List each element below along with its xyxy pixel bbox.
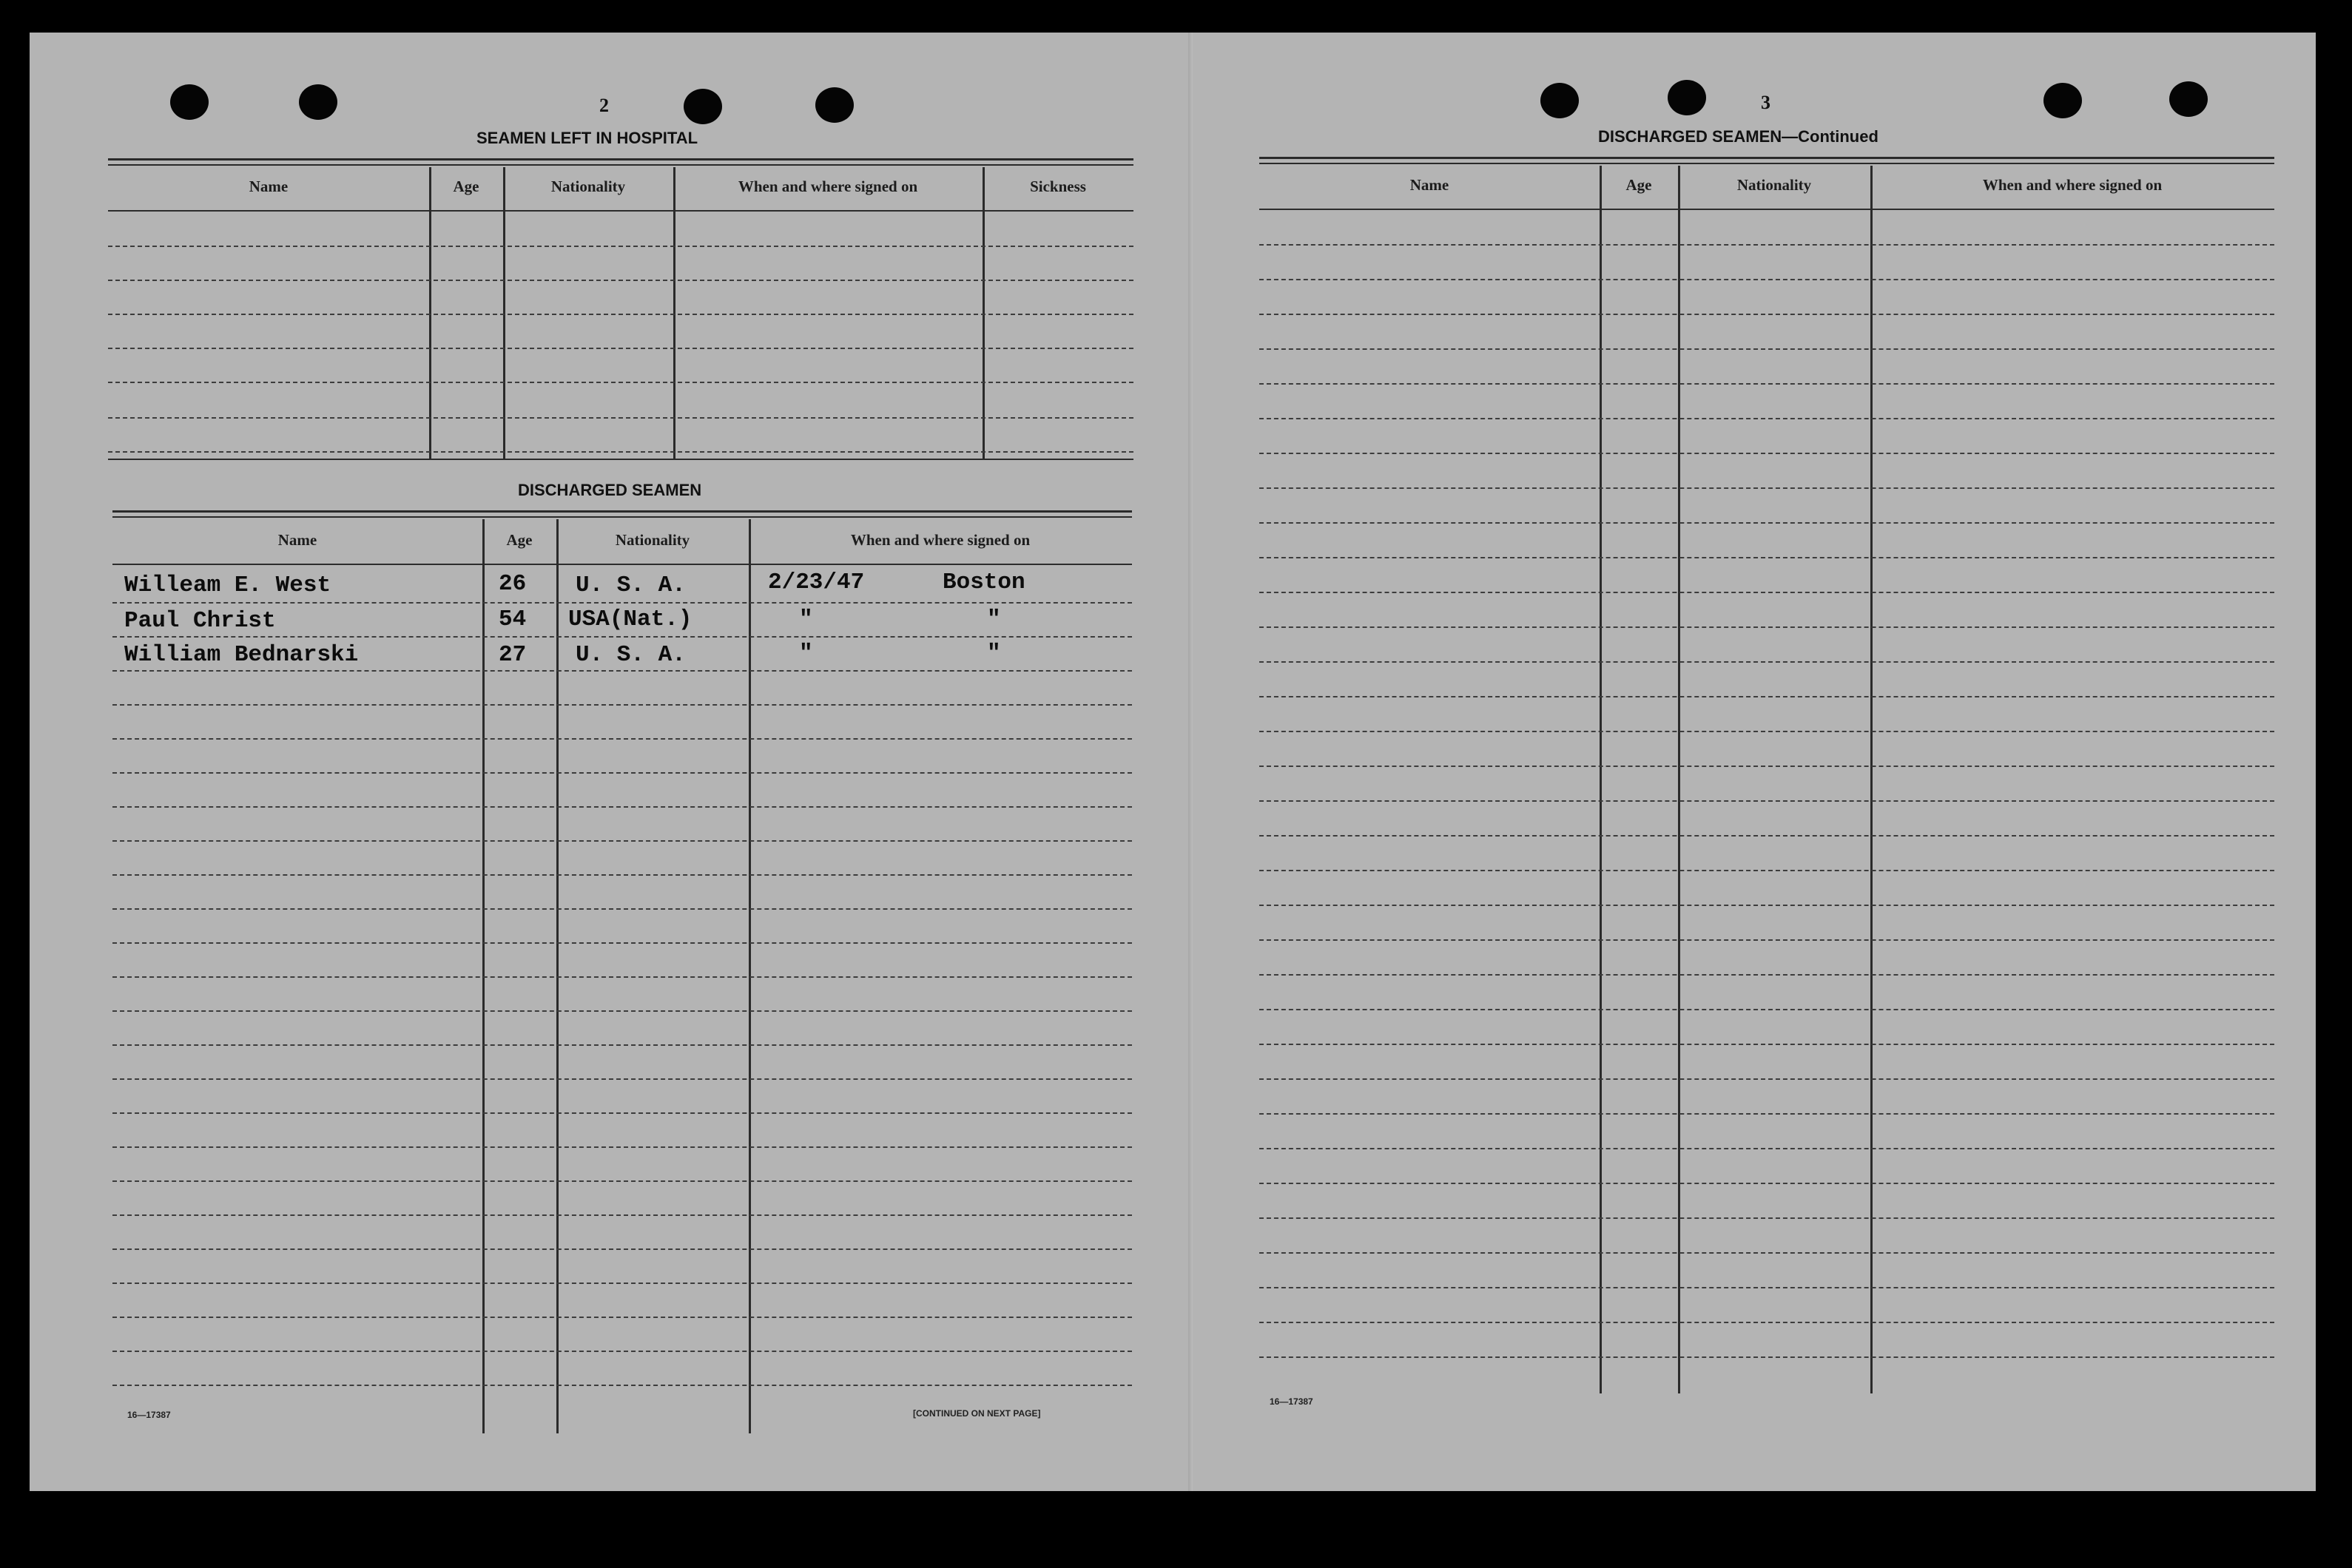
table-row-line — [112, 738, 1132, 740]
table-row-line — [1259, 1217, 2274, 1219]
form-number: 16—17387 — [1270, 1396, 1313, 1407]
table-row-line — [1259, 522, 2274, 524]
column-header-signed-on: When and where signed on — [738, 178, 918, 195]
punch-hole — [815, 87, 854, 123]
table-row-line — [1259, 766, 2274, 767]
seaman-nationality: USA(Nat.) — [568, 606, 693, 632]
table-row-line — [112, 942, 1132, 944]
table-row-line — [1259, 1322, 2274, 1323]
page-number: 2 — [599, 95, 609, 116]
table-top-rule — [112, 510, 1132, 513]
table-row-line — [1259, 453, 2274, 454]
table-row-line — [112, 704, 1132, 706]
seaman-name: Paul Christ — [124, 608, 276, 634]
table-row-line — [1259, 1183, 2274, 1184]
seaman-nationality: U. S. A. — [576, 572, 686, 598]
table-row-line — [112, 1351, 1132, 1352]
table-row-line — [1259, 939, 2274, 941]
table-row-line — [108, 348, 1133, 349]
column-header-name: Name — [249, 178, 289, 195]
table-row-line — [1259, 1148, 2274, 1149]
table-row-line — [108, 451, 1133, 453]
column-header-signed-on: When and where signed on — [1982, 176, 2163, 194]
column-header-age: Age — [453, 178, 479, 195]
table-top-rule — [1259, 163, 2274, 164]
table-row-line — [112, 1010, 1132, 1012]
table-row-line — [112, 1044, 1132, 1046]
section-title-discharged: DISCHARGED SEAMEN — [518, 481, 702, 499]
table-row-line — [1259, 279, 2274, 280]
signed-on-place: " — [987, 641, 1001, 666]
document-sheet — [30, 33, 2316, 1491]
table-row-line — [1259, 870, 2274, 871]
table-row-line — [112, 1112, 1132, 1114]
table-row-line — [112, 874, 1132, 876]
column-divider — [1600, 166, 1602, 1393]
table-row-line — [112, 670, 1132, 672]
column-header-nationality: Nationality — [550, 178, 626, 195]
seaman-name: Willeam E. West — [124, 572, 331, 598]
column-header-nationality: Nationality — [1736, 176, 1812, 194]
table-row-line — [1259, 800, 2274, 802]
form-number: 16—17387 — [127, 1410, 171, 1420]
table-row-line — [1259, 1044, 2274, 1045]
table-row-line — [112, 1385, 1132, 1386]
signed-on-place: " — [987, 606, 1001, 632]
table-row-line — [1259, 1356, 2274, 1358]
table-row-line — [112, 1180, 1132, 1182]
table-row-line — [1259, 1078, 2274, 1080]
table-row-line — [112, 1214, 1132, 1216]
table-row-line — [112, 806, 1132, 808]
table-row-line — [1259, 696, 2274, 697]
punch-hole — [299, 84, 337, 120]
table-row-line — [112, 1146, 1132, 1148]
table-row-line — [108, 314, 1133, 315]
table-row-line — [1259, 314, 2274, 315]
table-header-rule — [108, 210, 1133, 212]
table-row-line — [1259, 592, 2274, 593]
punch-hole — [1668, 80, 1706, 115]
table-row-line — [1259, 244, 2274, 246]
table-row-line — [112, 602, 1132, 604]
table-row-line — [112, 908, 1132, 910]
column-divider — [1678, 166, 1680, 1393]
table-top-rule — [108, 158, 1133, 160]
page-number: 3 — [1761, 92, 1770, 113]
page-fold — [1188, 33, 1193, 1491]
table-row-line — [1259, 487, 2274, 489]
signed-on-date: " — [799, 641, 813, 666]
column-header-age: Age — [506, 531, 533, 549]
table-header-rule — [112, 564, 1132, 565]
table-header-rule — [1259, 209, 2274, 210]
table-top-rule — [112, 516, 1132, 518]
table-row-line — [1259, 383, 2274, 385]
seaman-name: William Bednarski — [124, 642, 359, 668]
seaman-age: 27 — [499, 642, 527, 668]
punch-hole — [684, 89, 722, 124]
table-row-line — [1259, 731, 2274, 732]
punch-hole — [1540, 83, 1579, 118]
column-header-name: Name — [277, 531, 317, 549]
table-row-line — [1259, 626, 2274, 628]
table-row-line — [1259, 1009, 2274, 1010]
table-row-line — [1259, 1287, 2274, 1288]
signed-on-date: 2/23/47 — [768, 570, 865, 595]
table-row-line — [112, 1317, 1132, 1318]
table-row-line — [1259, 974, 2274, 976]
table-row-line — [108, 417, 1133, 419]
table-row-line — [1259, 835, 2274, 837]
table-row-line — [1259, 1252, 2274, 1254]
table-top-rule — [108, 164, 1133, 166]
table-row-line — [1259, 1113, 2274, 1115]
table-row-line — [112, 976, 1132, 978]
column-header-name: Name — [1409, 176, 1449, 194]
table-row-line — [112, 772, 1132, 774]
table-row-line — [112, 1078, 1132, 1080]
table-row-line — [108, 246, 1133, 247]
table-row-line — [112, 636, 1132, 638]
table-row-line — [108, 382, 1133, 383]
column-divider — [1870, 166, 1873, 1393]
continued-note: [CONTINUED ON NEXT PAGE] — [913, 1408, 1041, 1419]
seaman-age: 26 — [499, 571, 527, 597]
punch-hole — [2043, 83, 2082, 118]
table-bottom-rule — [108, 459, 1133, 460]
column-header-age: Age — [1625, 176, 1652, 194]
table-row-line — [1259, 905, 2274, 906]
column-header-nationality: Nationality — [615, 531, 690, 549]
table-row-line — [1259, 557, 2274, 558]
seaman-nationality: U. S. A. — [576, 642, 686, 668]
punch-hole — [170, 84, 209, 120]
table-row-line — [1259, 418, 2274, 419]
table-row-line — [112, 1283, 1132, 1284]
table-top-rule — [1259, 157, 2274, 159]
signed-on-date: " — [799, 606, 813, 632]
section-title-hospital: SEAMEN LEFT IN HOSPITAL — [476, 129, 698, 147]
column-header-sickness: Sickness — [1030, 178, 1086, 195]
table-row-line — [112, 1248, 1132, 1250]
column-header-signed-on: When and where signed on — [850, 531, 1031, 549]
signed-on-place: Boston — [943, 570, 1025, 595]
table-row-line — [112, 840, 1132, 842]
punch-hole — [2169, 81, 2208, 117]
table-row-line — [1259, 348, 2274, 350]
seaman-age: 54 — [499, 606, 527, 632]
table-row-line — [108, 280, 1133, 281]
table-row-line — [1259, 661, 2274, 663]
section-title-discharged-continued: DISCHARGED SEAMEN—Continued — [1598, 127, 1878, 146]
